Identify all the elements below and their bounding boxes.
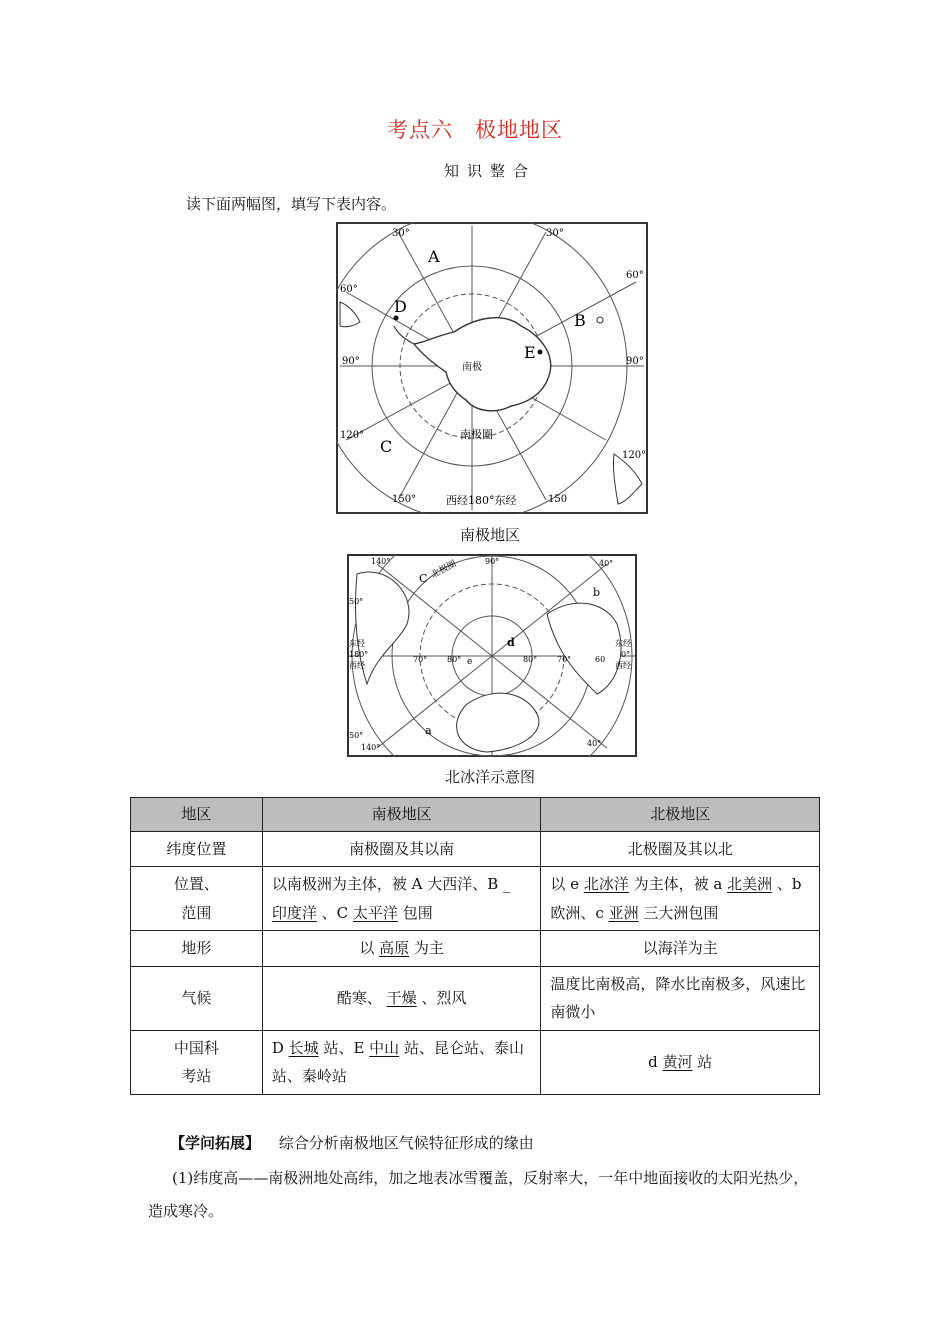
cell-text: 以 e <box>550 875 584 893</box>
cell-text: 为主体，被 a <box>633 875 728 893</box>
arctic-map <box>347 554 637 757</box>
table-row <box>131 867 820 931</box>
map2-tick: 70° <box>413 655 428 664</box>
map1-tick: 90° <box>342 356 360 367</box>
row-label-line: 范围 <box>181 903 212 922</box>
row-label-line: 位置、 <box>173 875 219 893</box>
map1-tick: 60° <box>340 284 358 295</box>
answer-blank: 干燥 <box>386 988 417 1007</box>
table-header: 南极地区 <box>262 798 541 832</box>
row-label <box>131 867 263 931</box>
intro-text: 读下面两幅图，填写下表内容。 <box>186 195 397 213</box>
map1-label-E: E <box>524 343 536 362</box>
table-row <box>131 1030 820 1094</box>
cell-north <box>541 867 820 931</box>
map1-label-A: A <box>428 247 440 266</box>
map1-label-D: D <box>394 297 407 316</box>
expansion-text: 综合分析南极地区气候特征形成的缘由 <box>278 1134 534 1152</box>
table-row <box>131 931 820 967</box>
map1-caption: 南极地区 <box>459 526 520 544</box>
map1-tick: 120° <box>622 450 647 461</box>
table-header: 地区 <box>131 798 263 832</box>
map2-tick: 70° <box>557 655 572 664</box>
map1-tick: 30° <box>392 228 410 239</box>
paragraph-1: (1)纬度高——南极洲地处高纬，加之地表冰雪覆盖，反射率大，一年中地面接收的太阳光热少，造成寒冷。 <box>148 1169 809 1220</box>
map2-label-circle: 北极圈 <box>429 559 459 581</box>
map2-tick: 西经 <box>349 661 365 670</box>
map2-label-C: C <box>419 572 428 585</box>
cell-text: 、C <box>321 903 353 922</box>
section-subtitle: 知识整合 <box>443 162 536 180</box>
answer-blank: 中山 <box>369 1038 400 1057</box>
map1-tick: 30° <box>546 228 564 239</box>
cell-text: D <box>271 1038 289 1057</box>
cell-text: 酷寒、 <box>336 988 382 1007</box>
row-label: 地形 <box>131 931 263 967</box>
map1-tick: 150° <box>392 494 417 505</box>
map2-tick: 90° <box>485 557 500 566</box>
cell-text: 包围 <box>402 903 433 922</box>
map2-tick: 180° <box>349 650 369 659</box>
cell-text: 以南极洲为主体，被 A 大西洋、B _ <box>271 875 511 893</box>
table-header: 北极地区 <box>541 798 820 832</box>
row-label: 气候 <box>131 966 263 1030</box>
answer-blank: 黄河 <box>662 1052 693 1071</box>
map2-label-a: a <box>425 724 432 737</box>
map2-caption: 北冰洋示意图 <box>444 768 535 786</box>
cell-south: 南极圈及其以南 <box>262 831 541 867</box>
antarctic-map <box>336 222 648 514</box>
map2-tick: 50° <box>349 731 364 740</box>
cell-text: 为主 <box>413 939 444 957</box>
map2-tick: 80° <box>523 655 538 664</box>
map2-tick: 50° <box>349 597 364 606</box>
cell-text: 站、E <box>323 1038 370 1057</box>
map1-tick: 120° <box>340 430 365 441</box>
cell-text: d <box>648 1052 663 1071</box>
answer-blank: 亚洲 <box>608 903 639 922</box>
cell-text: 三大洲包围 <box>643 903 719 922</box>
cell-text: 以 <box>359 939 380 957</box>
table-header-row <box>131 798 820 832</box>
cell-text: 、烈风 <box>421 988 467 1007</box>
cell-south <box>262 867 541 931</box>
map2-label-b: b <box>593 586 601 599</box>
map2-tick: 西经 <box>615 661 631 670</box>
map2-tick: 0° <box>621 650 631 659</box>
answer-blank: 高原 <box>379 939 410 957</box>
map1-label-pole: 南极 <box>462 362 482 373</box>
map2-tick: 40° <box>599 559 614 568</box>
map1-tick: 150 <box>548 494 568 505</box>
map2-tick: 东经 <box>349 639 365 648</box>
cell-north: 温度比南极高，降水比南极多，风速比南微小 <box>541 966 820 1030</box>
answer-blank: 北冰洋 <box>583 875 629 893</box>
map1-tick: 90° <box>626 356 644 367</box>
cell-south <box>262 966 541 1030</box>
map1-label-C: C <box>380 437 393 456</box>
answer-blank: 长城 <box>288 1038 319 1057</box>
cell-south <box>262 1030 541 1094</box>
cell-south <box>262 931 541 967</box>
comparison-table <box>130 797 820 1095</box>
map2-tick: 60 <box>595 655 606 664</box>
map2-tick: 东经 <box>615 639 631 648</box>
table-row <box>131 831 820 867</box>
map1-label-B: B <box>574 311 586 330</box>
expansion-bracket: 【学问拓展】 <box>170 1134 261 1152</box>
cell-north: 以海洋为主 <box>541 931 820 967</box>
map2-tick: 140° <box>361 743 381 752</box>
knowledge-expansion <box>170 1132 534 1153</box>
answer-blank: 太平洋 <box>352 903 398 922</box>
map2-label-d: d <box>507 636 515 649</box>
row-label: 纬度位置 <box>131 831 263 867</box>
map1-label-circle: 南极圈 <box>460 428 493 441</box>
cell-text: 站 <box>697 1052 713 1071</box>
cell-north: 北极圈及其以北 <box>541 831 820 867</box>
table-row <box>131 966 820 1030</box>
map1-label-bottom: 西经180°东经 <box>446 494 517 507</box>
map2-tick: 80° <box>447 655 462 664</box>
row-label-line: 中国科 <box>173 1038 219 1057</box>
map2-tick: 140° <box>371 557 391 566</box>
cell-text: 、b 欧洲、c <box>550 875 802 922</box>
map1-tick: 60° <box>626 270 644 281</box>
page-title: 考点六 极地地区 <box>387 118 563 142</box>
row-label-line: 考站 <box>181 1067 212 1085</box>
answer-blank: 北美洲 <box>727 875 773 893</box>
answer-blank: 印度洋 <box>271 903 317 922</box>
cell-text: 站、昆仑站、泰山站、秦岭站 <box>271 1038 524 1085</box>
cell-north <box>541 1030 820 1094</box>
map2-label-e: e <box>467 657 473 667</box>
row-label <box>131 1030 263 1094</box>
map2-tick: 40° <box>587 739 602 748</box>
